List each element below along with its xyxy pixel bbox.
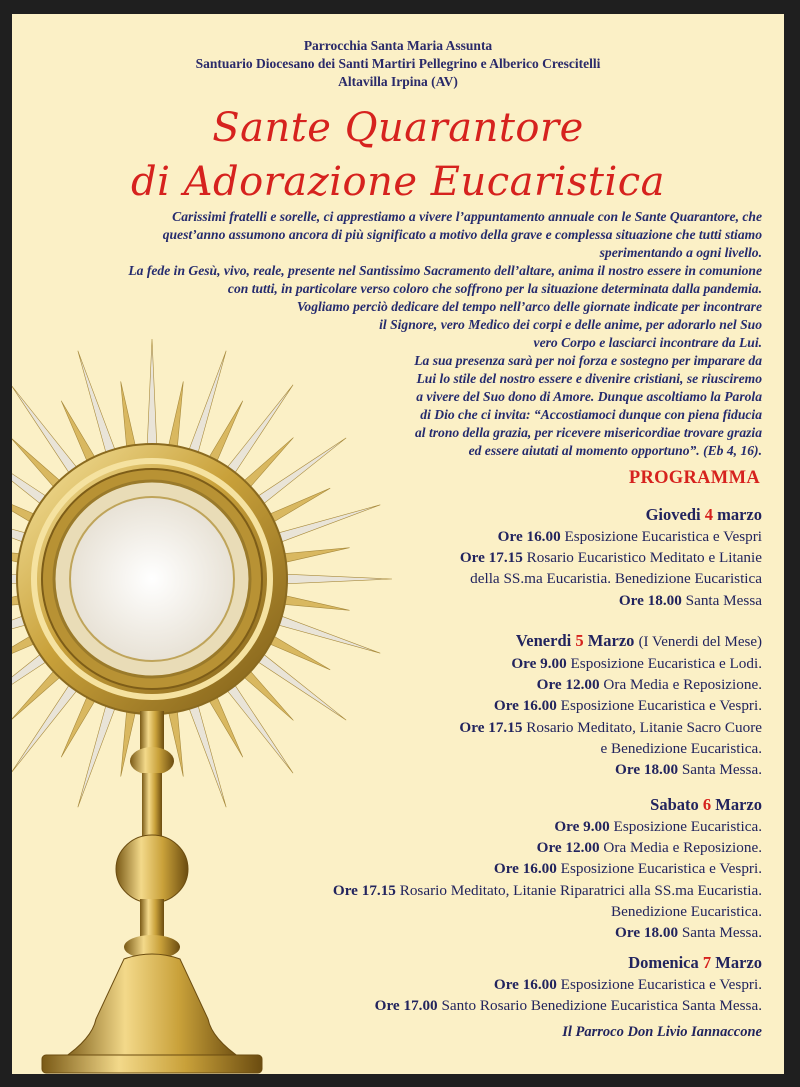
event-line: Ore 18.00 Santa Messa (618, 591, 762, 609)
intro-line-11: a vivere del Suo dono di Amore. Dunque ascoltiamo la Parola (416, 389, 762, 404)
event-line: della SS.ma Eucaristia. Benedizione Eucaristica (470, 570, 762, 588)
event-line: Ore 9.00 Esposizione Eucaristica. (554, 818, 762, 835)
intro-line-5: con tutti, in particolare verso coloro che soffrono per la situazione determinata dalla pandemia. (227, 281, 762, 296)
town-name: Altavilla Irpina (AV) (338, 74, 458, 89)
day-thursday (460, 504, 762, 611)
event-line: Ore 16.00 Esposizione Eucaristica e Vespri. (493, 860, 762, 878)
event-line: Ore 17.15 Rosario Meditato, Litanie Riparatrici alla SS.ma Eucaristia. (332, 881, 762, 899)
intro-line-13: al trono della grazia, per ricevere misericordiae trovare grazia (415, 425, 762, 440)
event-line: Ore 16.00 Esposizione Eucaristica e Vespri. (493, 697, 762, 715)
monstrance-icon (12, 299, 432, 1074)
intro-line-3: sperimentando a ogni livello. (599, 245, 762, 260)
day-sunday (375, 952, 762, 1016)
event-line: Benedizione Eucaristica. (611, 902, 762, 920)
programma-heading: PROGRAMMA (628, 468, 760, 488)
event-line: Ore 17.15 Rosario Eucaristico Meditato e Litanie (459, 549, 762, 567)
intro-line-9: La sua presenza sarà per noi forza e sostegno per imparare da (414, 353, 762, 368)
title-line-2: di Adorazione Eucaristica (130, 159, 666, 205)
monstrance-ray (147, 339, 158, 459)
event-line: Ore 12.00 Ora Media e Reposizione. (536, 676, 762, 694)
day-heading: Sabato 6 Marzo (650, 795, 762, 814)
title-line-1: Sante Quarantore (212, 105, 584, 151)
event-line: Ore 16.00 Esposizione Eucaristica e Vespri. (493, 976, 762, 993)
parish-name: Parrocchia Santa Maria Assunta (303, 38, 493, 53)
intro-line-14: ed essere aiutati al momento opportuno”. (Eb 4, 16). (468, 443, 762, 458)
day-heading: Domenica 7 Marzo (628, 953, 762, 972)
event-line: Ore 12.00 Ora Media e Reposizione. (536, 839, 762, 857)
intro-line-7: il Signore, vero Medico dei corpi e delle anime, per adorarlo nel Suo (379, 317, 762, 332)
event-line: Ore 9.00 Esposizione Eucaristica e Lodi. (511, 655, 762, 672)
intro-line-6: Vogliamo perciò dedicare del tempo nell’arco delle giornate indicate per incontrare (296, 299, 762, 314)
monstrance-ray (272, 574, 392, 585)
sanctuary-name: Santuario Diocesano dei Santi Martiri Pellegrino e Alberico Crescitelli (195, 56, 601, 71)
event-line: Ore 18.00 Santa Messa. (615, 761, 762, 779)
intro-line-12: di Dio che ci invita: “Accostiamoci dunque con piena fiducia (420, 407, 762, 422)
intro-line-2: quest’anno assumono ancora di più significato a motivo della grave e complessa situazione che tutti stiamo (162, 227, 762, 242)
event-line: Ore 17.15 Rosario Meditato, Litanie Sacro Cuore (459, 718, 762, 736)
event-line: e Benedizione Eucaristica. (600, 739, 762, 757)
event-line: Ore 17.00 Santo Rosario Benedizione Eucaristica Santa Messa. (374, 997, 762, 1015)
day-saturday (333, 794, 762, 943)
signature: Il Parroco Don Livio Iannaccone (562, 1024, 762, 1040)
poster (12, 14, 784, 1074)
intro-line-8: vero Corpo e lasciarci incontrare da Lui. (533, 335, 762, 350)
intro-line-10: Lui lo stile del nostro essere e divenire cristiani, se riusciremo (416, 371, 762, 386)
day-heading: Giovedi 4 marzo (645, 505, 762, 524)
event-line: Ore 16.00 Esposizione Eucaristica e Vespri (497, 528, 762, 545)
intro-line-4: La fede in Gesù, vivo, reale, presente nel Santissimo Sacramento dell’altare, anima il nostro essere in comunione (128, 263, 762, 278)
intro-line-1: Carissimi fratelli e sorelle, ci apprestiamo a vivere l’appuntamento annuale con le Sante Quarantore, che (172, 209, 762, 224)
event-line: Ore 18.00 Santa Messa. (615, 924, 762, 942)
day-heading: Venerdi 5 Marzo (I Venerdi del Mese) (515, 631, 762, 650)
day-friday (459, 630, 762, 780)
